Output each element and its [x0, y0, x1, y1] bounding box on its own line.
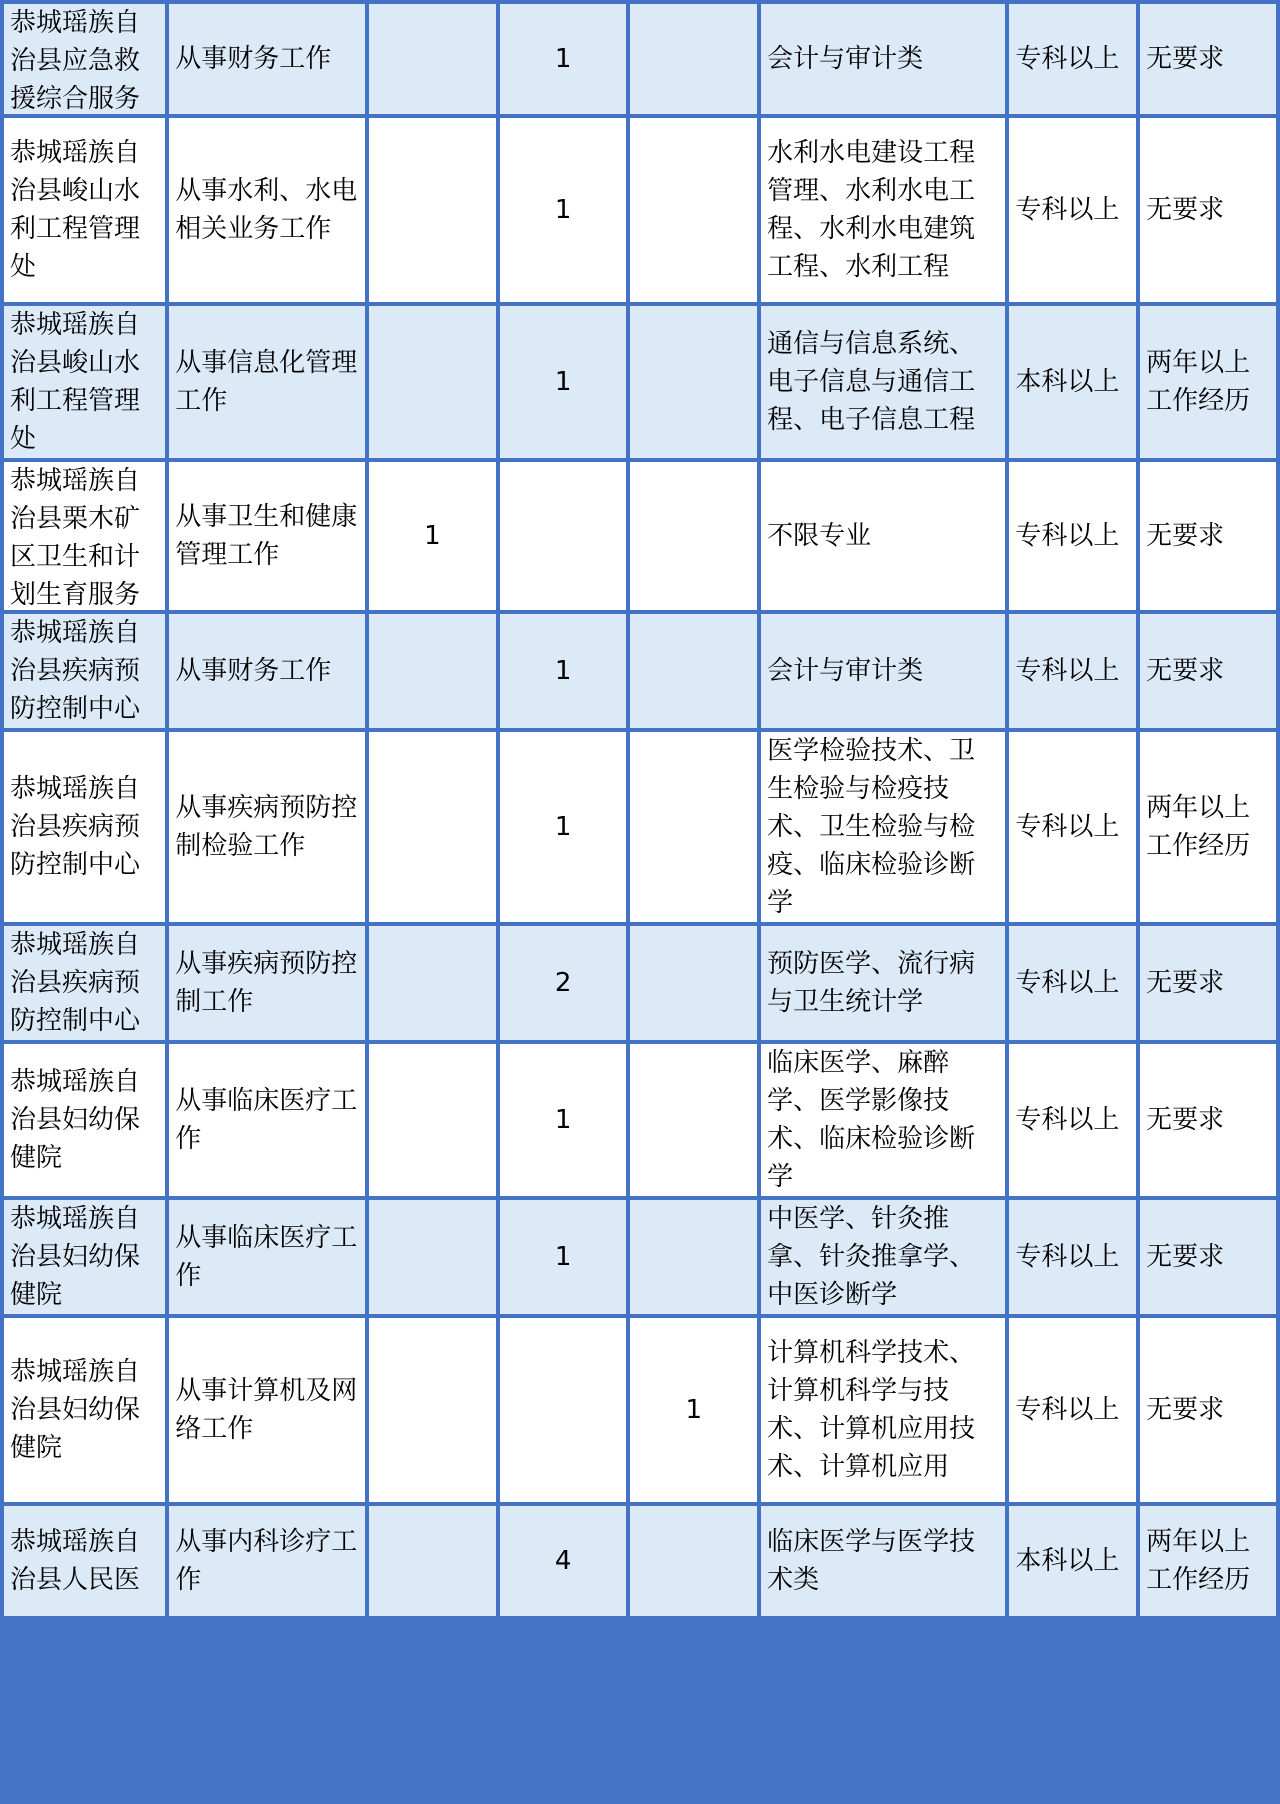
unit-cell: 恭城瑶族自治县峻山水利工程管理处 [4, 118, 165, 302]
major-cell: 会计与审计类 [761, 4, 1005, 114]
experience-cell: 无要求 [1140, 118, 1276, 302]
quota-cell-2: 2 [500, 926, 627, 1040]
experience-cell: 两年以上工作经历 [1140, 306, 1276, 458]
quota-cell-3 [630, 306, 757, 458]
experience-cell: 两年以上工作经历 [1140, 1506, 1276, 1616]
education-cell: 专科以上 [1009, 1044, 1136, 1196]
quota-cell-2 [500, 1318, 627, 1502]
quota-cell-3 [630, 732, 757, 922]
quota-cell-1 [369, 1318, 496, 1502]
education-cell: 专科以上 [1009, 1200, 1136, 1314]
major-cell: 不限专业 [761, 462, 1005, 610]
table-row [4, 4, 1276, 114]
major-cell: 会计与审计类 [761, 614, 1005, 728]
unit-cell: 恭城瑶族自治县人民医 [4, 1506, 165, 1616]
unit-cell: 恭城瑶族自治县应急救援综合服务 [4, 4, 165, 114]
table-row [4, 1318, 1276, 1502]
duty-cell: 从事临床医疗工作 [169, 1044, 365, 1196]
unit-cell: 恭城瑶族自治县疾病预防控制中心 [4, 732, 165, 922]
education-cell: 专科以上 [1009, 732, 1136, 922]
quota-cell-1 [369, 1200, 496, 1314]
education-cell: 专科以上 [1009, 1318, 1136, 1502]
quota-cell-2: 1 [500, 732, 627, 922]
table-row [4, 1506, 1276, 1616]
education-cell: 专科以上 [1009, 926, 1136, 1040]
experience-cell: 两年以上工作经历 [1140, 732, 1276, 922]
unit-cell: 恭城瑶族自治县妇幼保健院 [4, 1318, 165, 1502]
education-cell: 本科以上 [1009, 306, 1136, 458]
major-cell: 水利水电建设工程管理、水利水电工程、水利水电建筑工程、水利工程 [761, 118, 1005, 302]
quota-cell-1 [369, 1506, 496, 1616]
quota-cell-2: 1 [500, 614, 627, 728]
quota-cell-2: 1 [500, 4, 627, 114]
table-row [4, 1044, 1276, 1196]
quota-cell-3 [630, 926, 757, 1040]
quota-cell-1 [369, 614, 496, 728]
duty-cell: 从事卫生和健康管理工作 [169, 462, 365, 610]
quota-cell-3 [630, 1200, 757, 1314]
duty-cell: 从事疾病预防控制检验工作 [169, 732, 365, 922]
quota-cell-3: 1 [630, 1318, 757, 1502]
duty-cell: 从事财务工作 [169, 4, 365, 114]
duty-cell: 从事内科诊疗工作 [169, 1506, 365, 1616]
quota-cell-3 [630, 4, 757, 114]
quota-cell-1 [369, 926, 496, 1040]
table-row [4, 614, 1276, 728]
major-cell: 临床医学、麻醉学、医学影像技术、临床检验诊断学 [761, 1044, 1005, 1196]
unit-cell: 恭城瑶族自治县妇幼保健院 [4, 1200, 165, 1314]
quota-cell-3 [630, 1506, 757, 1616]
major-cell: 通信与信息系统、电子信息与通信工程、电子信息工程 [761, 306, 1005, 458]
quota-cell-2: 4 [500, 1506, 627, 1616]
duty-cell: 从事计算机及网络工作 [169, 1318, 365, 1502]
quota-cell-2: 1 [500, 1200, 627, 1314]
experience-cell: 无要求 [1140, 1318, 1276, 1502]
experience-cell: 无要求 [1140, 1044, 1276, 1196]
major-cell: 预防医学、流行病与卫生统计学 [761, 926, 1005, 1040]
education-cell: 专科以上 [1009, 118, 1136, 302]
quota-cell-2 [500, 462, 627, 610]
education-cell: 专科以上 [1009, 462, 1136, 610]
duty-cell: 从事财务工作 [169, 614, 365, 728]
quota-cell-1 [369, 118, 496, 302]
experience-cell: 无要求 [1140, 462, 1276, 610]
duty-cell: 从事水利、水电相关业务工作 [169, 118, 365, 302]
major-cell: 医学检验技术、卫生检验与检疫技术、卫生检验与检疫、临床检验诊断学 [761, 732, 1005, 922]
quota-cell-2: 1 [500, 306, 627, 458]
table-row [4, 926, 1276, 1040]
education-cell: 专科以上 [1009, 4, 1136, 114]
quota-cell-3 [630, 462, 757, 610]
quota-cell-1 [369, 732, 496, 922]
experience-cell: 无要求 [1140, 1200, 1276, 1314]
quota-cell-1 [369, 1044, 496, 1196]
experience-cell: 无要求 [1140, 926, 1276, 1040]
experience-cell: 无要求 [1140, 614, 1276, 728]
duty-cell: 从事疾病预防控制工作 [169, 926, 365, 1040]
quota-cell-3 [630, 1044, 757, 1196]
unit-cell: 恭城瑶族自治县疾病预防控制中心 [4, 614, 165, 728]
table-row [4, 118, 1276, 302]
unit-cell: 恭城瑶族自治县疾病预防控制中心 [4, 926, 165, 1040]
experience-cell: 无要求 [1140, 4, 1276, 114]
major-cell: 中医学、针灸推拿、针灸推拿学、中医诊断学 [761, 1200, 1005, 1314]
quota-cell-1 [369, 4, 496, 114]
major-cell: 临床医学与医学技术类 [761, 1506, 1005, 1616]
quota-cell-2: 1 [500, 118, 627, 302]
duty-cell: 从事临床医疗工作 [169, 1200, 365, 1314]
quota-cell-3 [630, 118, 757, 302]
table-row [4, 1200, 1276, 1314]
quota-cell-1: 1 [369, 462, 496, 610]
quota-cell-1 [369, 306, 496, 458]
unit-cell: 恭城瑶族自治县峻山水利工程管理处 [4, 306, 165, 458]
major-cell: 计算机科学技术、计算机科学与技术、计算机应用技术、计算机应用 [761, 1318, 1005, 1502]
table-row [4, 306, 1276, 458]
duty-cell: 从事信息化管理工作 [169, 306, 365, 458]
education-cell: 本科以上 [1009, 1506, 1136, 1616]
table-row [4, 732, 1276, 922]
quota-cell-2: 1 [500, 1044, 627, 1196]
table-row [4, 462, 1276, 610]
unit-cell: 恭城瑶族自治县妇幼保健院 [4, 1044, 165, 1196]
education-cell: 专科以上 [1009, 614, 1136, 728]
quota-cell-3 [630, 614, 757, 728]
unit-cell: 恭城瑶族自治县栗木矿区卫生和计划生育服务 [4, 462, 165, 610]
